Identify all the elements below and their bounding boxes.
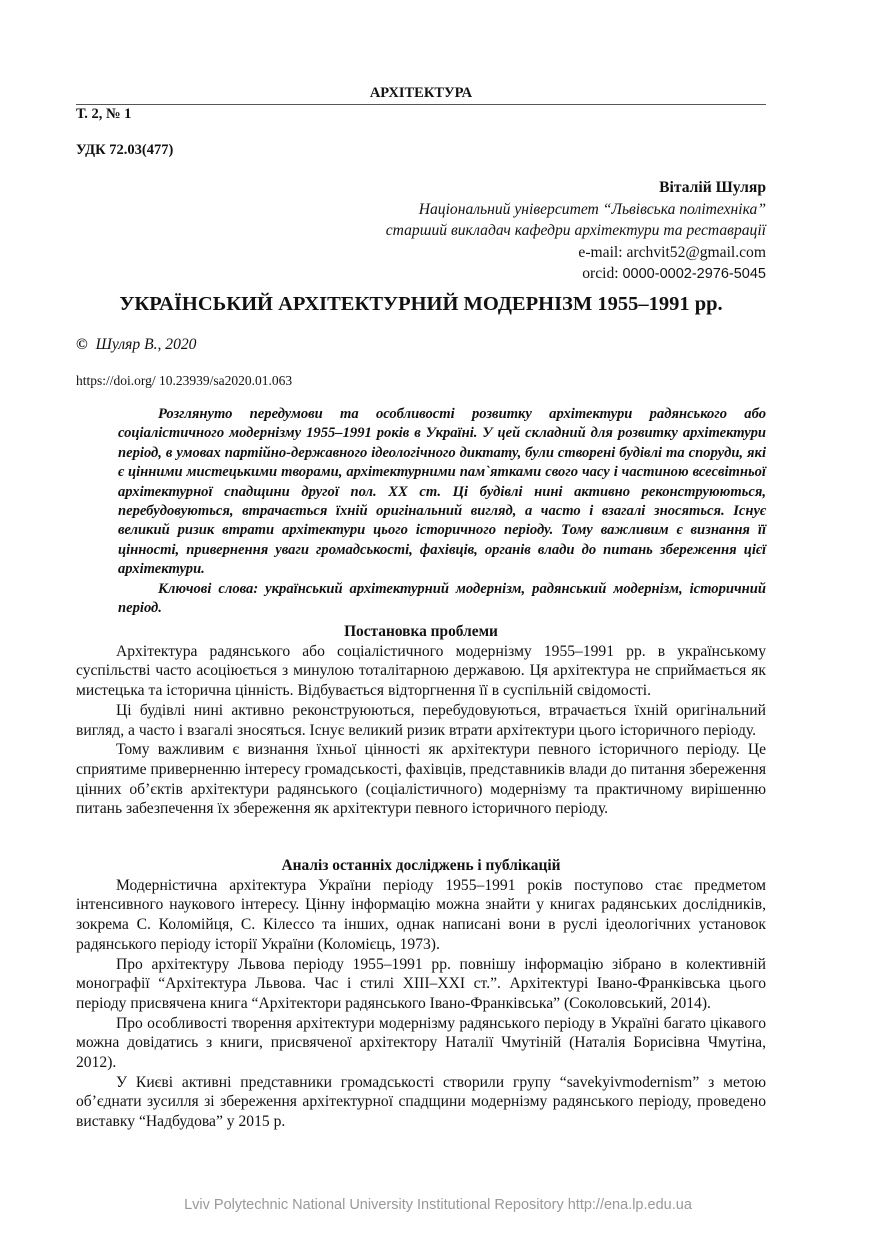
paragraph: Модерністична архітектура України періоду 1955–1991 років поступово стає предметом інтенсивного наукового інтересу. Цінну інформацію можна знайти у книгах радянських дослідників, зокрема С. Коломійця, С. Кілессо та інших, однак написані вони в руслі ідеологічних установок радянського періоду історії України (Коломієць, 1973).	[76, 876, 766, 953]
paragraph: Про архітектуру Львова періоду 1955–1991 рр. повнішу інформацію зібрано в колективній монографії “Архітектура Львова. Час і стилі XIII–XXI ст.”. Архітектурі Івано-Франківська цього періоду присвячена книга “Архітектори радянського Івано-Франківська” (Соколовський, 2014).	[76, 955, 766, 1012]
repository-footer: Lviv Polytechnic National University Institutional Repository http://ena.lp.edu.ua	[184, 1197, 692, 1213]
author-orcid-line	[300, 263, 766, 286]
running-header: АРХІТЕКТУРА	[369, 85, 473, 101]
abstract-text: Розглянуто передумови та особливості розвитку архітектури радянського або соціалістичного модернізму 1955–1991 років в Україні. У цей складний для розвитку архітектури період, в умовах партійно-державного ідеологічного диктату, були створені будівлі та споруди, які є цінними мистецькими творами, архітектурними пам`ятками свого часу і частиною всесвітньої архітектурної спадщини другої пол. XX ст. Ці будівлі нині активно реконструюються, перебудовуються, втрачається їхній оригінальний вигляд, а часто і взагалі зносяться. Існує великий ризик втрати архітектури цього історичного періоду. Тому важливим є визнання її цінності, привернення уваги громадськості, фахівців, органів влади до питань збереження цієї архітектури.	[118, 406, 766, 578]
udc-code: УДК 72.03(477)	[76, 142, 174, 158]
section-heading: Аналіз останніх досліджень і публікацій	[281, 857, 561, 874]
copyright-text: Шуляр В., 2020	[95, 336, 197, 353]
copyright-icon: ©	[76, 336, 88, 353]
author-email[interactable]: e-mail: archvit52@gmail.com	[578, 243, 766, 261]
orcid-id[interactable]: 0000-0002-2976-5045	[622, 266, 766, 283]
abstract	[118, 405, 766, 618]
volume-number: Т. 2, № 1	[76, 106, 132, 122]
section-heading: Постановка проблеми	[344, 623, 498, 640]
paragraph: Ці будівлі нині активно реконструюються, перебудовуються, втрачається їхній оригінальний вигляд, а часто і взагалі зносяться. Існує великий ризик втрати архітектури цього історичного періоду.	[76, 701, 766, 739]
article-title: УКРАЇНСЬКИЙ АРХІТЕКТУРНИЙ МОДЕРНІЗМ 1955–1991 рр.	[119, 293, 723, 315]
author-name: Віталій Шуляр	[659, 179, 766, 196]
doi-link[interactable]: https://doi.org/ 10.23939/sa2020.01.063	[76, 373, 293, 388]
author-position: старший викладач кафедри архітектури та реставрації	[385, 222, 766, 240]
header-rule	[76, 104, 766, 105]
paragraph: Про особливості творення архітектури модернізму радянського періоду в Україні багато цікавого можна довідатись з книги, присвяченої архітектору Наталії Чмутіній (Наталія Борисівна Чмутіна, 2012).	[76, 1014, 766, 1072]
paragraph: Архітектура радянського або соціалістичного модернізму 1955–1991 рр. в українському суспільстві часто асоціюється з минулою тоталітарною державою. Ця архітектура не сприймається як мистецька та історична цінність. Відбувається відторгнення її в суспільній свідомості.	[76, 642, 766, 700]
section-problem	[76, 622, 766, 819]
copyright-line	[76, 336, 196, 354]
orcid-label: orcid:	[582, 265, 623, 283]
paragraph: Тому важливим є визнання їхньої цінності як архітектури певного історичного періоду. Це сприятиме приверненню інтересу громадськості, фахівців, представників влади до питання збереження цінних об’єктів архітектури радянського (соціалістичного) модернізму та практичному вирішенню питань забезпечення їх збереження як архітектури певного історичного періоду.	[76, 741, 766, 818]
paragraph: У Києві активні представники громадськості створили групу “savekyivmodernism” з метою об’єднати зусилля зі збереження архітектурної спадщини модернізму радянського періоду, проведено виставку “Надбудова” у 2015 р.	[76, 1073, 766, 1131]
author-affiliation: Національний університет “Львівська політехніка”	[418, 200, 766, 218]
author-block	[300, 177, 766, 286]
section-literature	[76, 856, 766, 1132]
keywords: Ключові слова: український архітектурний модернізм, радянський модернізм, історичний період.	[118, 580, 766, 617]
